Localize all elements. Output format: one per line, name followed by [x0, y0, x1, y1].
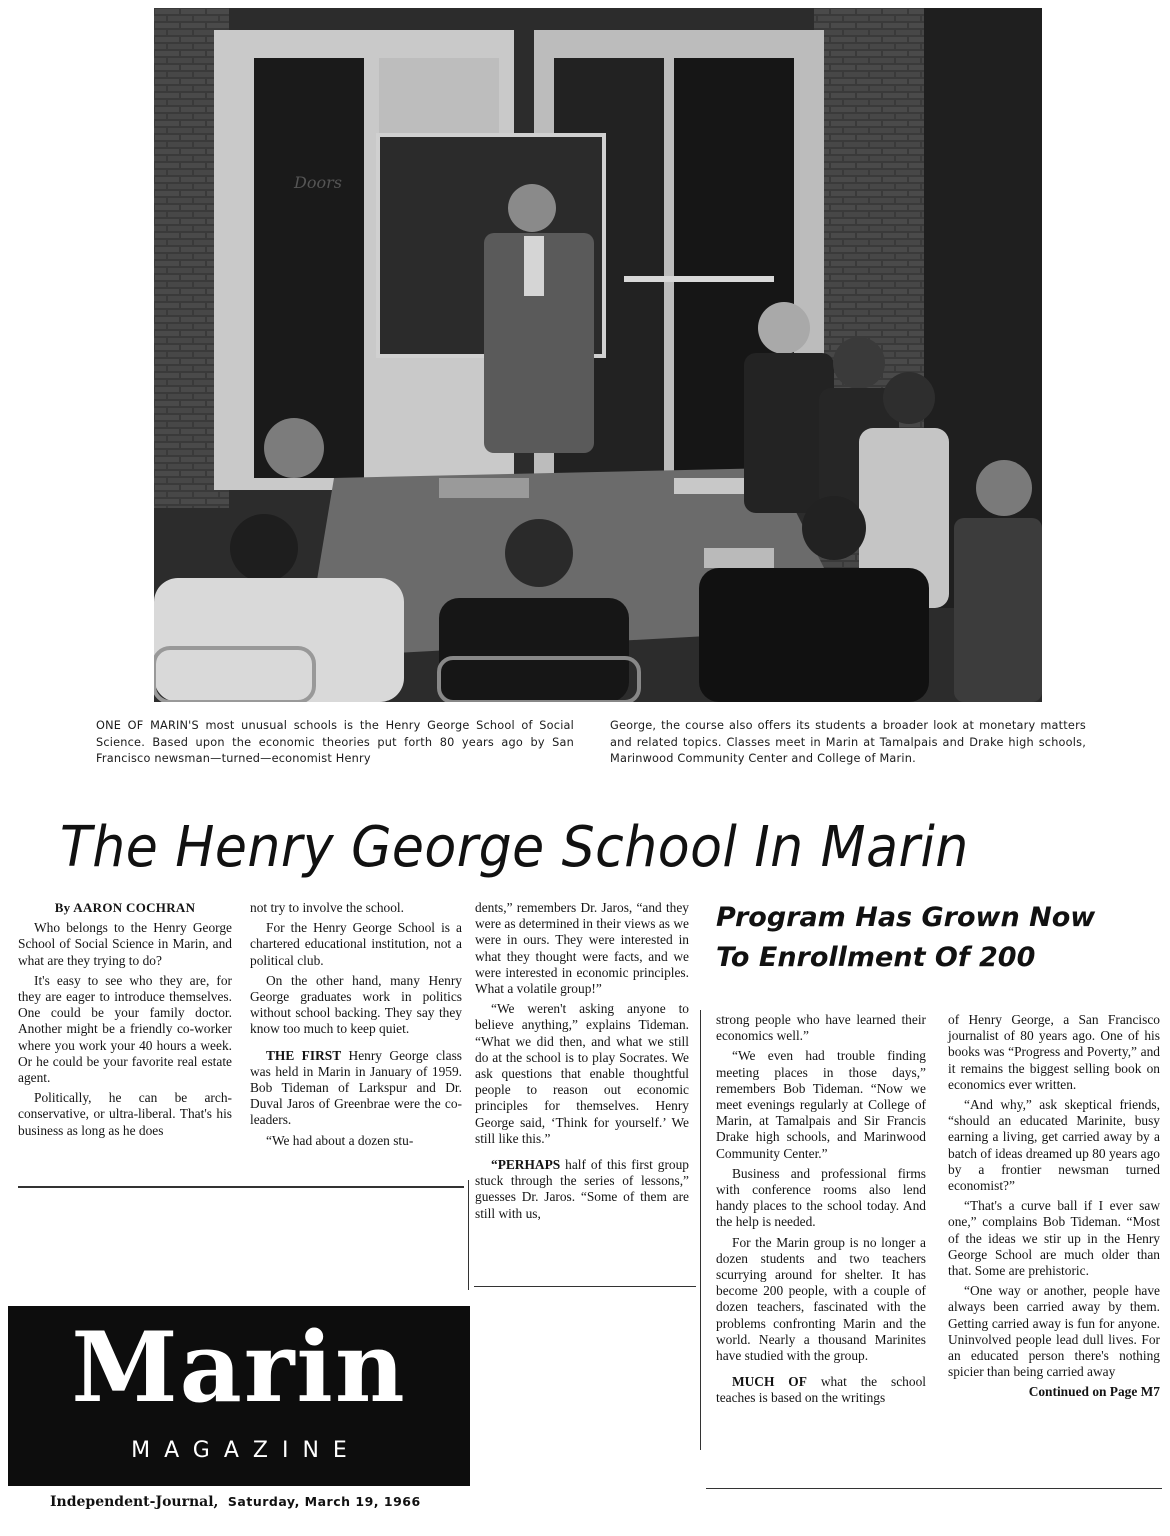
paragraph: Who belongs to the Henry George School of Social Science in Marin, and what are they trying to do? — [18, 920, 232, 968]
column-rule-vertical — [468, 1180, 469, 1290]
paragraph: Business and professional firms with conference rooms also lend handy places to the school today. And the help is needed. — [716, 1165, 926, 1230]
section-lead: THE FIRST — [266, 1047, 342, 1063]
paragraph-text: class was held in Marin in January of 1959. Bob Tideman of Larkspur and Dr. Duval Jaros of Greenbrae were the co-leaders. — [250, 1047, 462, 1128]
article-column-3 — [475, 900, 689, 1226]
classroom-photo — [154, 8, 1042, 702]
article-column-1 — [18, 900, 232, 1143]
paragraph: On the other hand, many Henry George graduates work in politics without school backing. They say they know too much to keep quiet. — [250, 972, 462, 1037]
subheadline-line-1: Program Has Grown Now — [716, 902, 1096, 933]
publication-date: Saturday, March 19, 1966 — [227, 1494, 421, 1509]
column-rule-horizontal — [706, 1488, 1162, 1489]
subheadline — [716, 898, 1156, 978]
paragraph: “And why,” ask skeptical friends, “should an educated Marinite, busy earning a living, get carried away by a batch of ideas dreamed up 80 years ago by a frontier newsman turned economist?” — [948, 1097, 1160, 1194]
photo-caption-right: George, the course also offers its students a broader look at monetary matters and related topics. Classes meet in Marin at Tamalpais and Drake high schools, Marinwood Community Center and College of Marin. — [610, 719, 1086, 765]
paragraph: “That's a curve ball if I ever saw one,” complains Bob Tideman. “Most of the ideas we stir up in the Henry George School are much older than that. Some are prehistoric. — [948, 1198, 1160, 1279]
column-rule-horizontal — [474, 1286, 696, 1287]
continued-link[interactable]: Continued on Page M7 — [1028, 1384, 1160, 1400]
instructor — [508, 184, 556, 232]
byline: By AARON COCHRAN — [54, 900, 196, 915]
column-rule-vertical — [700, 1010, 701, 1450]
article-column-5 — [948, 1012, 1160, 1405]
paragraph — [716, 1374, 926, 1406]
masthead — [8, 1306, 470, 1486]
paragraph: dents,” remembers Dr. Jaros, “and they were as determined in their views as we were in ours. They were interested in what they thought were facts, and we were interested in economic principles. What a volatile group!” — [475, 900, 689, 997]
photo-illustration — [154, 8, 1042, 702]
paragraph: strong people who have learned their economics well.” — [716, 1012, 926, 1044]
photo-caption-left: ONE OF MARIN'S most unusual schools is the Henry George School of Social Science. Based upon the economic theories put forth 80 years ago by San Francisco newsman—turned—economist Henry — [96, 719, 574, 765]
paragraph: For the Marin group is no longer a dozen students and two teachers scurrying around for shelter. It has become 200 people, with a couple of dozen teachers, fascinated with the problems confronting Marin and the world. Nearly a thousand Marinites have studied with the group. — [716, 1234, 926, 1364]
section-lead: MUCH OF — [732, 1374, 807, 1390]
paragraph-text: Henry George — [341, 1047, 436, 1063]
paragraph — [250, 1048, 462, 1129]
article-column-2 — [250, 900, 462, 1153]
paragraph: “We even had trouble finding meeting places in those days,” remembers Bob Tideman. “Now we meet evenings regularly at College of Marin, at Tamalpais and Sir Francis Drake high schools, and Marinwood Community Center.” — [716, 1048, 926, 1161]
paragraph-text: half of this first group stuck through the series of lessons,” guesses Dr. Jaros. “Some of them are still with us, — [475, 1157, 689, 1221]
article-column-4 — [716, 1012, 926, 1411]
headline: The Henry George School In Marin — [60, 815, 969, 880]
paragraph: “We weren't asking anyone to believe anything,” explains Tideman. “What we did then, and what we still do at the school is to play Socrates. We ask questions that enable thoughtful people to reason out economic principles for themselves. Henry George said, ‘Think for yourself.’ We still like this.” — [475, 1001, 689, 1146]
dateline — [50, 1494, 421, 1511]
paragraph: Politically, he can be arch-conservative, or ultra-liberal. That's his business as long as he does — [18, 1090, 232, 1138]
newspaper-name: Independent-Journal, — [50, 1494, 219, 1510]
paragraph: not try to involve the school. — [250, 900, 404, 915]
paragraph: “One way or another, people have always been carried away by them. Getting carried away is fun for anyone. Uninvolved people lead dull lives. For an educated person there's nothing spicier than being carried away — [948, 1283, 1160, 1380]
paragraph: For the Henry George School is a chartered educational institution, not a political club. — [250, 920, 462, 968]
subheadline-line-2: To Enrollment Of 200 — [716, 942, 1036, 973]
paragraph — [475, 1157, 689, 1222]
masthead-title: Marin — [71, 1311, 407, 1424]
student-glasses — [758, 302, 810, 354]
column-rule-horizontal — [18, 1186, 464, 1188]
masthead-subtitle: MAGAZINE — [131, 1438, 361, 1463]
paragraph-text: what the school teaches is based on the writings — [716, 1374, 926, 1406]
paragraph: “We had about a dozen stu- — [266, 1132, 414, 1148]
student-dark-jacket — [699, 568, 929, 702]
student-dark-suit — [439, 598, 629, 702]
student-white-shirt — [154, 578, 404, 702]
paragraph: It's easy to see who they are, for they are eager to introduce themselves. One could be your family doctor. Another might be a friendly co-worker where you work your 40 hours a week. Or he could be your favorite real estate agent. — [18, 972, 232, 1086]
door-scrawl: Doors — [294, 173, 342, 192]
section-lead: “PERHAPS — [491, 1157, 561, 1173]
paragraph: of Henry George, a San Francisco journalist of 80 years ago. One of his books was “Progress and Poverty,” and it remains the biggest selling book on economics ever written. — [948, 1012, 1160, 1092]
